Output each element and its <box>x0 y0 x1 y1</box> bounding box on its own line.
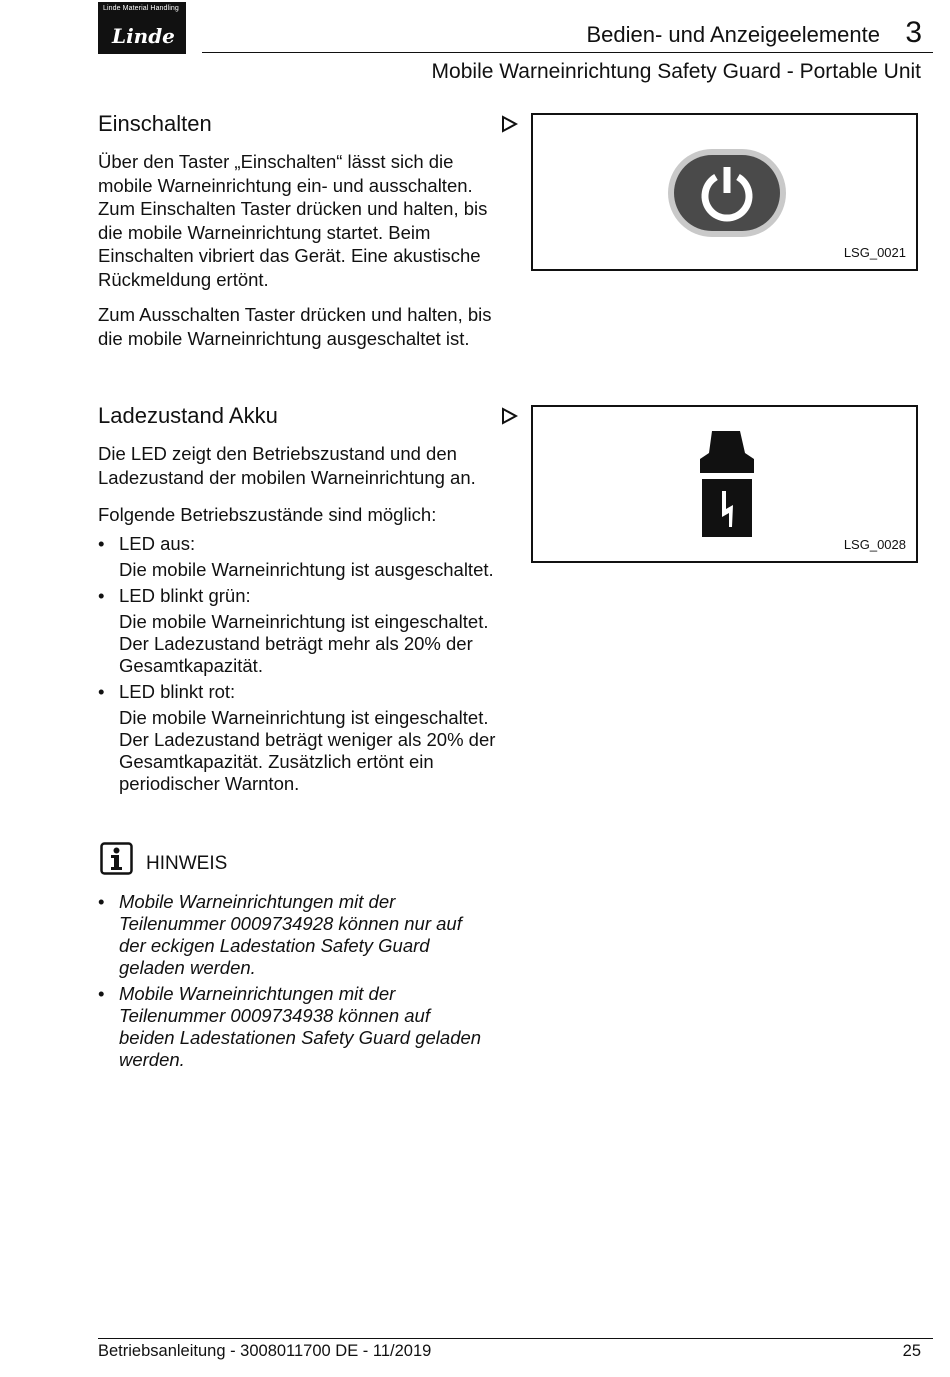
info-icon <box>100 842 133 875</box>
figure-label: LSG_0028 <box>843 537 906 552</box>
ladezustand-paragraph-1: Die LED zeigt den Betriebszustand und den Ladezustand der mobilen Warneinrichtung an. <box>98 443 476 488</box>
bullet: • <box>98 983 105 1004</box>
figure-battery-led <box>531 405 918 563</box>
einschalten-paragraph-2: Zum Ausschalten Taster drücken und halten, bis die mobile Warneinrichtung ausgeschaltet ist. <box>98 304 492 349</box>
chapter-number: 3 <box>905 16 922 49</box>
ladezustand-paragraph-2: Folgende Betriebszustände sind möglich: <box>98 504 437 525</box>
list-item <box>98 891 488 979</box>
einschalten-paragraph-1: Über den Taster „Einschalten“ lässt sich die mobile Warneinrichtung ein- und ausschalten. Zum Einschalten Taster drücken und halten, bis die mobile Warneinrichtung startet. Beim Einschalten vibriert das Gerät. Eine akustische Rückmeldung ertönt. <box>98 151 488 290</box>
figure-pointer-icon <box>500 115 518 133</box>
list-item-description: Die mobile Warneinrichtung ist eingeschaltet. Der Ladezustand beträgt mehr als 20% der Gesamtkapazität. <box>119 611 489 676</box>
logo-wordmark: Linde <box>112 24 175 48</box>
bullet: • <box>98 533 105 554</box>
ladezustand-heading: Ladezustand Akku <box>98 403 278 428</box>
bullet: • <box>98 891 105 912</box>
header-divider <box>202 52 933 53</box>
figure-label: LSG_0021 <box>843 245 906 260</box>
list-item-description: Die mobile Warneinrichtung ist eingeschaltet. Der Ladezustand beträgt weniger als 20% der Gesamtkapazität. Zusätzlich ertönt ein periodischer Warnton. <box>119 707 496 794</box>
list-item-title: LED blinkt rot: <box>119 681 236 702</box>
list-item <box>98 983 488 1071</box>
bullet: • <box>98 585 105 606</box>
hinweis-item-text: Mobile Warneinrichtungen mit der Teilenummer 0009734938 können auf beiden Ladestationen Safety Guard geladen werden. <box>119 983 482 1070</box>
hinweis-list <box>98 891 488 1075</box>
power-button-icon <box>666 147 788 239</box>
logo-tagline: Linde Material Handling <box>103 5 179 12</box>
section-title: Mobile Warneinrichtung Safety Guard - Portable Unit <box>431 60 921 83</box>
bullet: • <box>98 681 105 702</box>
einschalten-heading: Einschalten <box>98 111 212 136</box>
linde-logo <box>98 2 186 54</box>
page-number: 25 <box>902 1342 921 1360</box>
list-item-description: Die mobile Warneinrichtung ist ausgeschaltet. <box>119 559 494 580</box>
footer-doc-info: Betriebsanleitung - 3008011700 DE - 11/2019 <box>98 1342 432 1360</box>
hinweis-item-text: Mobile Warneinrichtungen mit der Teilenummer 0009734928 können nur auf der eckigen Ladestation Safety Guard geladen werden. <box>119 891 462 978</box>
list-item <box>98 681 498 795</box>
list-item <box>98 585 498 677</box>
figure-pointer-icon <box>500 407 518 425</box>
list-item-title: LED blinkt grün: <box>119 585 251 606</box>
led-status-list <box>98 533 498 799</box>
footer-divider <box>98 1338 933 1339</box>
hinweis-title: HINWEIS <box>146 853 228 874</box>
figure-power-button <box>531 113 918 271</box>
list-item <box>98 533 498 581</box>
list-item-title: LED aus: <box>119 533 196 554</box>
chapter-title: Bedien- und Anzeigeelemente <box>586 22 880 47</box>
battery-charge-icon <box>700 431 754 541</box>
